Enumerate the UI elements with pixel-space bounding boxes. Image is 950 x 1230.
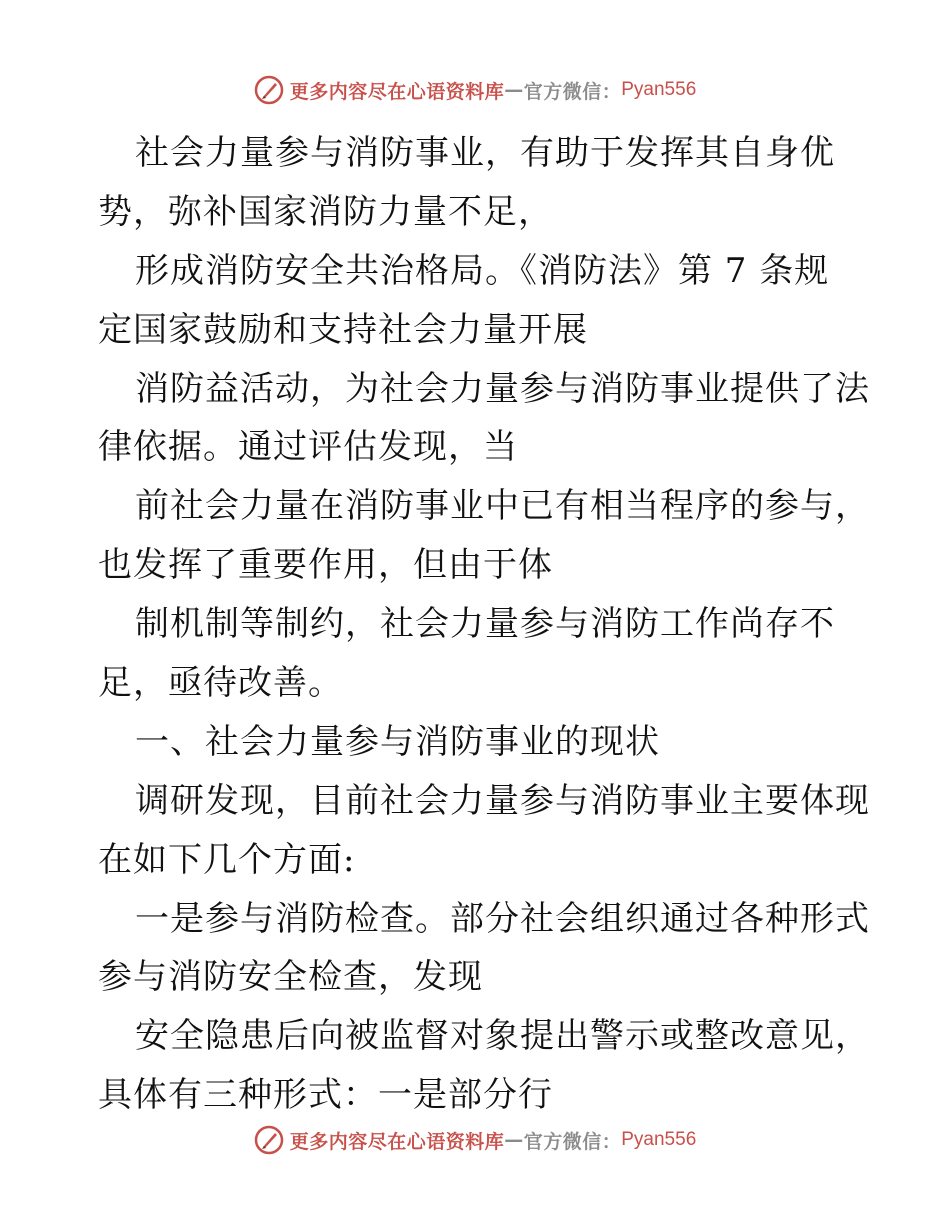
text-line: 调研发现，目前社会力量参与消防事业主要体现 xyxy=(135,780,870,821)
watermark-dash: — xyxy=(504,1129,524,1151)
text-line: 前社会力量在消防事业中已有相当程序的参与， xyxy=(135,486,870,527)
text-line: 一是参与消防检查。部分社会组织通过各种形式 xyxy=(135,898,870,939)
text-line: 社会力量参与消防事业，有助于发挥其自身优 xyxy=(135,133,835,173)
text-line: 足，亟待改善。 xyxy=(98,663,343,704)
text-line: 律依据。通过评估发现，当 xyxy=(98,427,518,468)
text-line: 势，弥补国家消防力量不足， xyxy=(98,191,553,232)
text-line: 形成消防安全共治格局。《消防法》第 7 条规 xyxy=(135,250,830,291)
text-line: 安全隐患后向被监督对象提出警示或整改意见， xyxy=(135,1016,870,1057)
section-heading: 一、社会力量参与消防事业的现状 xyxy=(135,721,660,762)
header-watermark xyxy=(0,70,950,110)
text-line: 在如下几个方面: xyxy=(98,839,356,880)
text-line: 定国家鼓励和支持社会力量开展 xyxy=(98,309,588,350)
quill-pen-icon xyxy=(254,1125,284,1155)
document-body xyxy=(98,124,870,1125)
watermark-wechat-id: Pyan556 xyxy=(621,79,697,100)
watermark-dash: — xyxy=(504,79,524,101)
quill-pen-icon xyxy=(254,75,284,105)
text-line: 具体有三种形式：一是部分行 xyxy=(98,1075,553,1116)
watermark-wechat-label: 官方微信： xyxy=(523,1130,622,1153)
text-line: 消防益活动，为社会力量参与消防事业提供了法 xyxy=(135,368,870,409)
watermark-wechat-id: Pyan556 xyxy=(621,1129,697,1150)
text-line: 参与消防安全检查，发现 xyxy=(98,957,483,998)
text-line: 也发挥了重要作用，但由于体 xyxy=(98,545,553,586)
footer-watermark xyxy=(0,1120,950,1160)
watermark-site-text: 更多内容尽在心语资料库 xyxy=(289,1130,505,1153)
watermark-site-text: 更多内容尽在心语资料库 xyxy=(289,80,505,103)
text-line: 制机制等制约，社会力量参与消防工作尚存不 xyxy=(135,604,835,645)
watermark-wechat-label: 官方微信： xyxy=(523,80,622,103)
